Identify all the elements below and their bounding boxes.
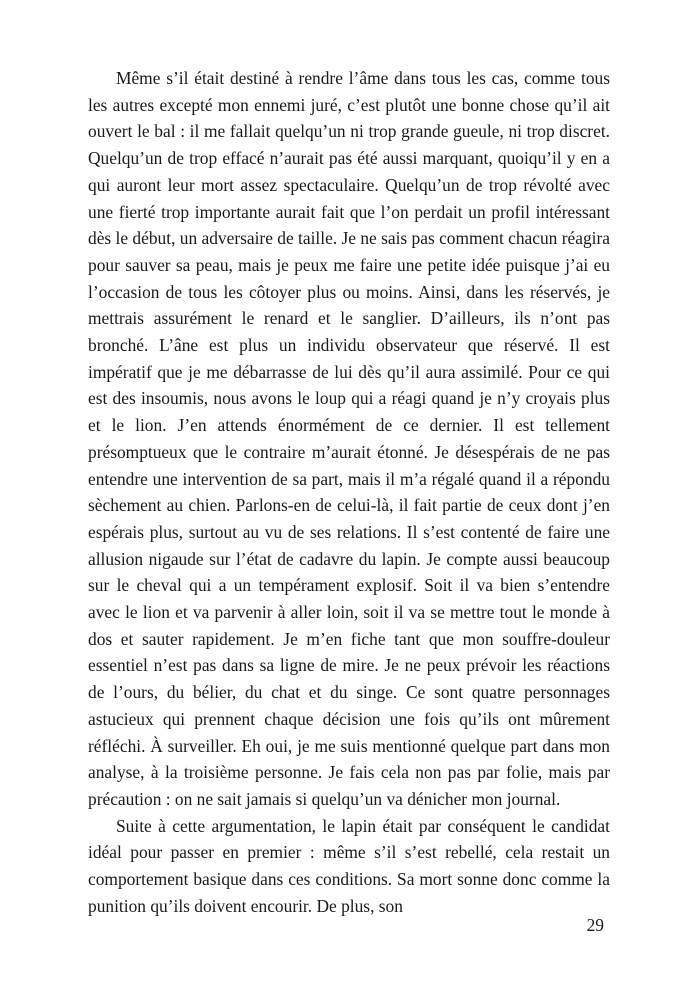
- paragraph-2: Suite à cette argumentation, le lapin était par conséquent le candidat idéal pour passer en premier : même s’il s’est rebellé, cela restait un comportement basique dans ces conditions. Sa mort sonne donc comme la punition qu’ils doivent encourir. De plus, son: [88, 815, 610, 916]
- page-number: 29: [586, 915, 604, 935]
- paragraph-1: Même s’il était destiné à rendre l’âme dans tous les cas, comme tous les autres excepté mon ennemi juré, c’est plutôt une bonne chose qu’il ait ouvert le bal : il me fallait quelqu’un ni trop grande gueule, ni trop discret. Quelqu’un de trop effacé n’aurait pas été aussi marquant, quoiqu’il y en a qui auront leur mort assez spectaculaire. Quelqu’un de trop révolté avec une fierté trop importante aurait fait que l’on perdait un profil intéressant dès le début, un adversaire de taille. Je ne sais pas comment chacun réagira pour sauver sa peau, mais je peux me faire une petite idée puisque j’ai eu l’occasion de tous les côtoyer plus ou moins. Ainsi, dans les réservés, je mettrais assurément le renard et le sanglier. D’ailleurs, ils n’ont pas bronché. L’âne est plus un individu observateur que réservé. Il est impératif que je me débarrasse de lui dès qu’il aura assimilé. Pour ce qui est des insoumis, nous avons le loup qui a réagi quand je n’y croyais plus et le lion. J’en attends énormément de ce dernier. Il est tellement présomptueux que le contraire m’aurait étonné. Je désespérais de ne pas entendre une intervention de sa part, mais il m’a régalé quand il a répondu sèchement au chien. Parlons-en de celui-là, il fait partie de ceux dont j’en espérais plus, surtout au vu de ses relations. Il s’est contenté de faire une allusion nigaude sur l’état de cadavre du lapin. Je compte aussi beaucoup sur le cheval qui a un tempérament explosif. Soit il va bien s’entendre avec le lion et va parvenir à aller loin, soit il va se mettre tout le monde à dos et sauter rapidement. Je m’en fiche tant que mon souffre-douleur essentiel n’est pas dans sa ligne de mire. Je ne peux prévoir les réactions de l’ours, du bélier, du chat et du singe. Ce sont quatre personnages astucieux qui prennent chaque décision une fois qu’ils ont mûrement réfléchi. À surveiller. Eh oui, je me suis mentionné quelque part dans mon analyse, à la troisième personne. Je fais cela non pas par folie, mais par précaution : on ne sait jamais si quelqu’un va dénicher mon journal.: [88, 68, 610, 809]
- body-text: [88, 65, 610, 920]
